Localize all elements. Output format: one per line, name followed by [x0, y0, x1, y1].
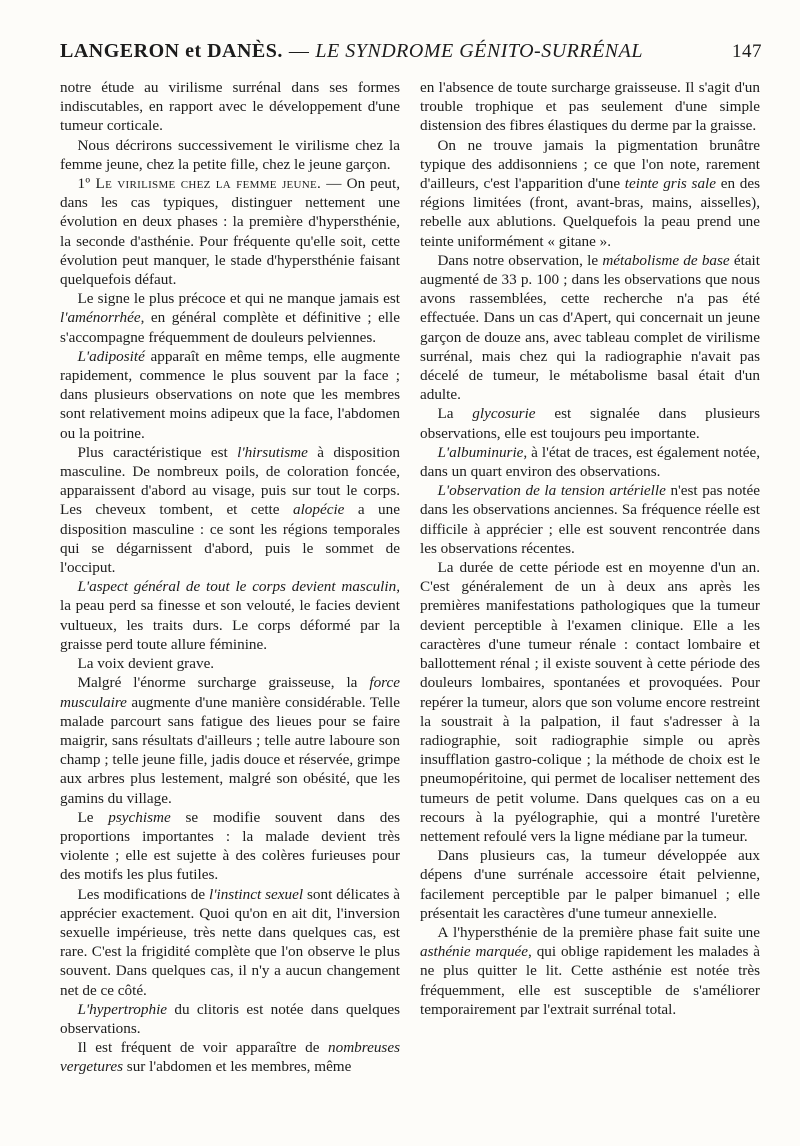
paragraph: [60, 885, 400, 1000]
paragraph: en l'absence de toute surcharge graisseuse. Il s'agit d'un trouble trophique et pas seulement d'une simple distension des fibres élastiques du derme par la graisse.: [420, 79, 760, 135]
paragraph-text: Il est fréquent de voir apparaître de: [77, 1039, 328, 1057]
paragraph-text: Malgré l'énorme surcharge graisseuse, la: [77, 674, 370, 692]
emphasis: psychisme: [108, 808, 171, 826]
emphasis: teinte gris sale: [624, 175, 716, 193]
paragraph-text: La: [437, 405, 473, 423]
paragraph-text: Le: [77, 808, 109, 826]
paragraph-text: se modifie souvent dans des proportions importantes : la malade devient très violente ; elle est sujette à des colères furieuses pour des motifs les plus futiles.: [60, 808, 400, 884]
emphasis: L'albuminurie: [437, 443, 524, 461]
paragraph: [420, 443, 760, 481]
paragraph: [60, 347, 400, 443]
running-header: [60, 40, 762, 72]
paragraph: [420, 481, 760, 558]
paragraph: [420, 404, 760, 442]
paragraph: [60, 808, 400, 885]
paragraph-text: du clitoris est notée dans quelques observations.: [60, 1000, 400, 1037]
paragraph: La voix devient grave.: [77, 655, 215, 673]
emphasis: métabolisme de base: [602, 251, 730, 269]
paragraph-text: On ne trouve jamais la pigmentation brunâtre typique des addisonniens ; ce que l'on note, rarement d'ailleurs, c'est l'apparition d'une: [420, 136, 760, 193]
paragraph-text: , en général complète et définitive ; elle s'accompagne fréquemment de douleurs pelviennes.: [60, 309, 400, 346]
paragraph-text: Le signe le plus précoce et qui ne manque jamais est: [77, 290, 400, 308]
paragraph-text: sont délicates à apprécier exactement. Quoi qu'on en ait dit, l'inversion sexuelle impérieuse, très nette dans quelques cas, est rare. C'est la frigidité complète que l'on observe le plus souvent. Dans quelques cas, il n'y a aucun changement net de ce côté.: [60, 885, 401, 999]
paragraph: La durée de cette période est en moyenne d'un an. C'est généralement de un à deux ans après les premières manifestations pathologiques que la tumeur devient perceptible à l'examen clinique. Elle a les caractères d'une tumeur rénale : contact lombaire et ballottement rénal ; il existe souvent à cette période des douleurs lombaires, spontanées et provoquées. Pour repérer la tumeur, alors que son volume encore restreint la soustrait à la palpation, il faut s'adresser à la radiographie, soit radiographie simple ou après insufflation gastro-colique ; la méthode de choix est le pneumopéritoine, qui permet de localiser nettement des tumeurs de petit volume. Dans quelques cas on a eu recours à la pyélographie, qui a montré l'uretère nettement refoulé vers la ligne médiane par la tumeur.: [420, 559, 760, 845]
paragraph-text: est signalée dans plusieurs observations, elle est toujours peu importante.: [420, 405, 760, 442]
paragraph-text: Les modifications de: [77, 885, 210, 903]
paragraph: Dans plusieurs cas, la tumeur développée aux dépens d'une surrénale accessoire était pelvienne, facilement perceptible par le palper bimanuel ; elle présentait les caractères d'une tumeur annexielle.: [420, 847, 760, 922]
paragraph: [60, 443, 400, 577]
header-authors: LANGERON et DANÈS.: [60, 40, 283, 62]
paragraph: [60, 577, 400, 654]
emphasis: alopécie: [292, 501, 345, 519]
left-column: [60, 78, 400, 1077]
header-separator: —: [288, 40, 310, 62]
paragraph-text: sur l'abdomen et les membres, même: [122, 1058, 352, 1076]
emphasis: L'observation de la tension artérielle: [437, 482, 666, 500]
emphasis: force musculaire: [60, 674, 400, 711]
paragraph: [60, 289, 400, 347]
section-heading: 1º Le virilisme chez la femme jeune. —: [77, 175, 342, 193]
emphasis: L'adiposité: [77, 347, 145, 365]
paragraph-text: , qui oblige rapidement les malades à ne plus quitter le lit. Cette asthénie est notée très fréquemment, elle est susceptible de s'améliorer temporairement par l'extrait surrénal total.: [420, 943, 760, 1018]
paragraph: [60, 1000, 400, 1038]
emphasis: nombreuses vergetures: [60, 1039, 400, 1076]
paragraph: [420, 923, 760, 1019]
paragraph: notre étude au virilisme surrénal dans ses formes indiscutables, en rapport avec le développement d'une tumeur corticale.: [60, 79, 400, 135]
paragraph-text: n'est pas notée dans les observations anciennes. Sa fréquence réelle est difficile à apprécier ; elle est souvent rencontrée dans les observations récentes.: [420, 482, 760, 557]
emphasis: l'instinct sexuel: [209, 885, 304, 903]
emphasis: asthénie marquée: [420, 943, 529, 961]
header-title: LE SYNDROME GÉNITO-SURRÉNAL: [315, 40, 643, 62]
paragraph-text: apparaît en même temps, elle augmente rapidement, commence le plus souvent par la face ; dans plusieurs observations on note que les membres sont relativement moins adipeux que la face, l'abdomen ou la poitrine.: [60, 347, 400, 442]
text-columns: [60, 78, 762, 1077]
paragraph: Nous décrirons successivement le virilisme chez la femme jeune, chez la petite fille, chez le jeune garçon.: [60, 136, 400, 173]
paragraph-text: On peut, dans les cas typiques, distinguer nettement une évolution en deux phases : la première d'hypersthénie, la seconde d'asthénie. Pour fréquente qu'elle soit, cette évolution peut manquer, le stade d'hypersthénie faisant quelquefois défaut.: [60, 175, 400, 289]
paragraph-text: la peau perd sa finesse et son velouté, le facies devient vultueux, les traits durs. Le corps déformé par la graisse perd toute allure féminine.: [60, 597, 400, 653]
emphasis: l'aménorrhée: [60, 309, 141, 327]
emphasis: glycosurie: [472, 405, 536, 423]
paragraph: [60, 1038, 400, 1076]
right-column: [420, 78, 760, 1077]
paragraph-text: Dans notre observation, le: [437, 251, 603, 269]
paragraph-text: augmente d'une manière considérable. Telle malade parcourt sans fatigue des lieues pour se faire maigrir, sans résultats d'ailleurs ; telle autre laboure son champ ; telle jeune fille, jadis douce et réservée, grimpe aux arbres plus lestement, malgré son obésité, que les gamins du village.: [60, 693, 400, 807]
paragraph-text: a une disposition masculine : ce sont les régions temporales qui se dégarnissent d'abord, puis le sommet de l'occiput.: [60, 501, 400, 577]
header-left: [60, 40, 643, 63]
paragraph-text: était augmenté de 33 p. 100 ; dans les observations que nous avons rassemblées, cette recherche n'a pas été effectuée. Dans un cas d'Apert, qui concernait un jeune garçon de douze ans, avec tableau complet de virilisme surrénal, mais chez qui la radiographie n'avait pas décelé de tumeur, le métabolisme basal était d'un adulte.: [420, 251, 760, 404]
paragraph: [420, 136, 760, 251]
paragraph: [420, 251, 760, 405]
paragraph-text: Plus caractéristique est: [77, 443, 238, 461]
paragraph-text: A l'hypersthénie de la première phase fait suite une: [437, 923, 760, 941]
emphasis: L'hypertrophie: [77, 1000, 168, 1018]
paragraph-text: en des régions limitées (front, avant-bras, mains, aisselles), rebelle aux ablutions. Quelquefois la peau prend une teinte uniformément « gitane ».: [420, 175, 760, 250]
page-number: 147: [732, 41, 762, 62]
paragraph: [60, 673, 400, 807]
paragraph-text: , à l'état de traces, est également notée, dans un quart environ des observations.: [420, 443, 760, 481]
paragraph-text: à disposition masculine. De nombreux poils, de coloration foncée, apparaissent d'abord au visage, puis sur tout le corps. Les cheveux tombent, et cette: [60, 443, 400, 519]
paragraph: [60, 174, 400, 289]
emphasis: l'hirsutisme: [237, 443, 308, 461]
emphasis: L'aspect général de tout le corps devient masculin,: [77, 578, 400, 596]
